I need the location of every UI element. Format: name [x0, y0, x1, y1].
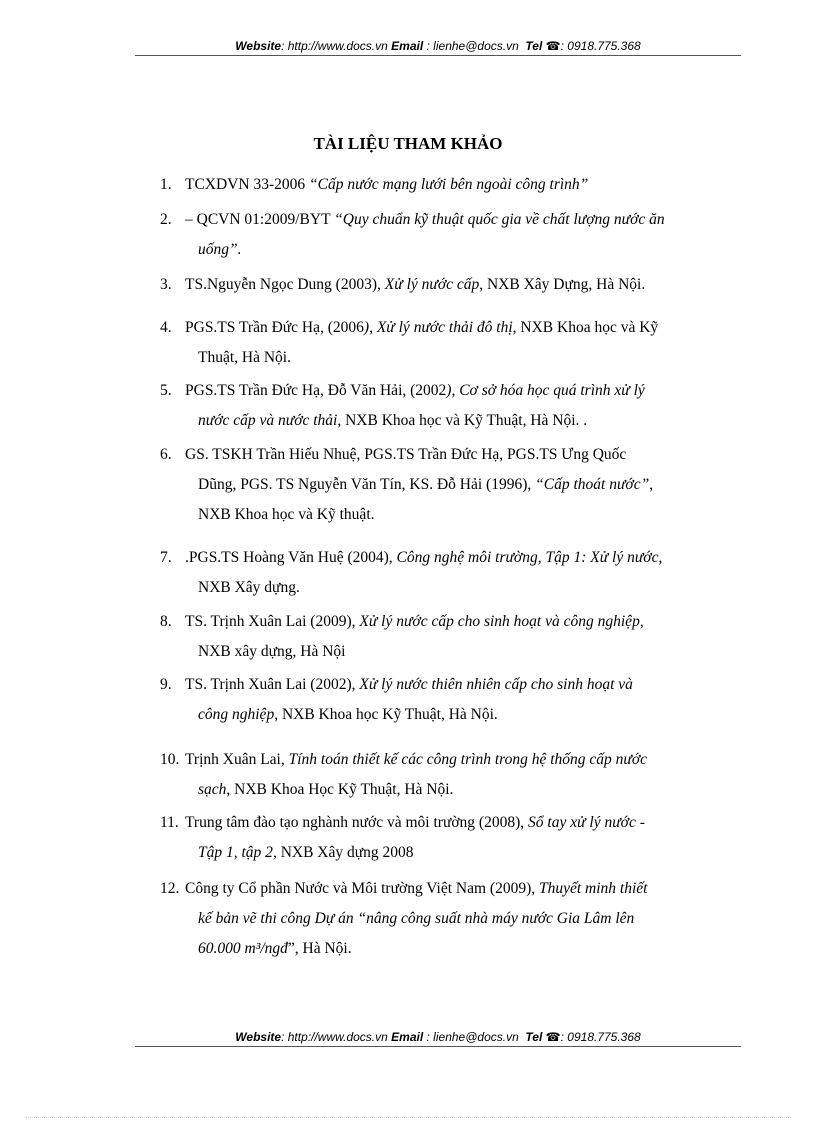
reference-item — [160, 543, 740, 603]
reference-segment: , NXB Khoa học Kỹ Thuật, Hà Nội. — [274, 706, 498, 723]
reference-segment: , — [649, 476, 654, 493]
reference-italic-segment: Tính toán thiết kế các công trình trong hệ thống cấp nước — [288, 751, 648, 768]
reference-segment: TS.Nguyễn Ngọc Dung (2003), — [185, 276, 385, 293]
reference-segment: NXB Xây dựng. — [198, 579, 300, 596]
reference-item — [160, 745, 740, 805]
reference-text — [160, 670, 740, 730]
reference-number: 6. — [160, 446, 172, 463]
page-header — [135, 38, 741, 54]
reference-line — [185, 470, 740, 500]
reference-italic-segment: Xử lý nước thiên nhiên cấp cho sinh hoạt và — [359, 676, 633, 693]
reference-italic-segment: Xử lý nước cấp — [384, 276, 480, 293]
reference-number: 1. — [160, 176, 172, 193]
reference-line — [185, 406, 740, 436]
footer-tel-label: Tel — [525, 1030, 543, 1044]
reference-segment: Công ty Cổ phần Nước và Môi trường Việt Nam (2009), — [185, 880, 539, 897]
reference-number: 3. — [160, 276, 172, 293]
reference-italic-segment: công nghiệp — [198, 706, 275, 723]
reference-italic-segment: kế bản vẽ thi công Dự án “nâng công suất nhà máy nước Gia Lâm lên — [198, 910, 635, 927]
reference-text — [160, 543, 740, 603]
reference-text — [160, 376, 740, 436]
reference-segment: , NXB Xây dựng 2008 — [272, 844, 414, 861]
reference-item — [160, 270, 740, 300]
reference-italic-segment: “Quy chuẩn kỹ thuật quốc gia về chất lượng nước ăn — [334, 211, 665, 228]
reference-line — [185, 637, 740, 667]
reference-text — [160, 607, 740, 667]
reference-number: 10. — [160, 751, 180, 768]
page-bottom-border — [25, 1117, 791, 1118]
reference-segment: , NXB Xây Dựng, Hà Nội. — [479, 276, 646, 293]
reference-italic-segment: Công nghệ môi trường, Tập 1: Xử lý nước, — [396, 549, 663, 566]
reference-segment: Thuật, Hà Nội. — [198, 349, 291, 366]
reference-text — [160, 313, 740, 373]
reference-number: 11. — [160, 814, 179, 831]
reference-segment: TCXDVN 33-2006 — [185, 176, 309, 193]
reference-number: 2. — [160, 211, 172, 228]
reference-line — [185, 670, 740, 700]
reference-segment: Dũng, PGS. TS Nguyễn Văn Tín, KS. Đỗ Hải (1996), — [198, 476, 536, 493]
reference-item — [160, 874, 740, 964]
reference-segment: TS. Trịnh Xuân Lai (2002), — [185, 676, 360, 693]
reference-line — [185, 205, 740, 235]
reference-segment: Trịnh Xuân Lai, — [185, 751, 289, 768]
reference-item — [160, 808, 740, 868]
reference-segment: NXB Khoa học và Kỹ thuật. — [198, 506, 375, 523]
reference-line — [185, 700, 740, 730]
reference-item — [160, 670, 740, 730]
reference-text — [160, 874, 740, 964]
reference-italic-segment: nước cấp và nước thải, — [198, 412, 342, 429]
reference-line — [185, 500, 740, 530]
reference-item — [160, 440, 740, 530]
reference-line — [185, 904, 740, 934]
header-tel-label: Tel — [525, 39, 543, 53]
reference-segment: ”, Hà Nội. — [287, 940, 352, 957]
reference-line — [185, 543, 740, 573]
reference-segment: PGS.TS Trần Đức Hạ, Đỗ Văn Hải, (2002 — [185, 382, 447, 399]
reference-line — [185, 573, 740, 603]
reference-italic-segment: uống”. — [198, 241, 242, 258]
reference-line — [185, 376, 740, 406]
footer-website-value: : http://www.docs.vn — [281, 1030, 388, 1044]
reference-segment: .PGS.TS Hoàng Văn Huệ (2004), — [185, 549, 397, 566]
header-rule — [135, 55, 741, 56]
reference-line — [185, 775, 740, 805]
reference-text — [160, 440, 740, 530]
reference-text — [160, 808, 740, 868]
footer-website-label: Website — [235, 1030, 282, 1044]
reference-italic-segment: Tập 1, tập 2 — [198, 844, 273, 861]
reference-line — [185, 934, 740, 964]
reference-segment: PGS.TS Trần Đức Hạ, (2006 — [185, 319, 364, 336]
reference-italic-segment: Sổ tay xử lý nước - — [528, 814, 645, 831]
reference-item — [160, 313, 740, 373]
reference-number: 12. — [160, 880, 180, 897]
reference-italic-segment: ), Cơ sở hóa học quá trình xử lý — [446, 382, 645, 399]
reference-segment: NXB Khoa học và Kỹ Thuật, Hà Nội. . — [341, 412, 588, 429]
footer-email-value: : lienhe@docs.vn — [426, 1030, 519, 1044]
reference-line — [185, 607, 740, 637]
reference-line — [185, 270, 740, 300]
phone-icon: ☎ — [545, 1030, 561, 1044]
header-website-value: : http://www.docs.vn — [281, 39, 388, 53]
footer-tel-value: : 0918.775.368 — [560, 1030, 641, 1044]
reference-item — [160, 170, 740, 200]
reference-line — [185, 313, 740, 343]
reference-number: 9. — [160, 676, 172, 693]
reference-text — [160, 270, 740, 300]
reference-item — [160, 205, 740, 265]
reference-item — [160, 607, 740, 667]
reference-segment: NXB Khoa học và Kỹ — [516, 319, 659, 336]
header-website-label: Website — [235, 39, 282, 53]
reference-italic-segment: sạch — [198, 781, 227, 798]
header-email-value: : lienhe@docs.vn — [426, 39, 519, 53]
reference-line — [185, 874, 740, 904]
reference-line — [185, 170, 740, 200]
reference-line — [185, 745, 740, 775]
reference-italic-segment: Thuyết minh thiết — [539, 880, 648, 897]
reference-italic-segment: Xử lý nước cấp cho sinh hoạt và công nghiệp — [359, 613, 640, 630]
reference-number: 8. — [160, 613, 172, 630]
reference-segment: – QCVN 01:2009/BYT — [185, 211, 335, 228]
reference-segment: , NXB Khoa Học Kỹ Thuật, Hà Nội. — [226, 781, 454, 798]
reference-number: 7. — [160, 549, 172, 566]
reference-line — [185, 808, 740, 838]
reference-text — [160, 170, 740, 200]
footer-email-label: Email — [391, 1030, 424, 1044]
reference-italic-segment: “Cấp thoát nước” — [535, 476, 650, 493]
header-email-label: Email — [391, 39, 424, 53]
reference-segment: , — [639, 613, 644, 630]
page-footer — [135, 1029, 741, 1045]
reference-number: 4. — [160, 319, 172, 336]
reference-line — [185, 838, 740, 868]
reference-segment: NXB xây dựng, Hà Nội — [198, 643, 346, 660]
reference-line — [185, 235, 740, 265]
reference-line — [185, 440, 740, 470]
phone-icon: ☎ — [545, 39, 561, 53]
reference-segment: Trung tâm đào tạo nghành nước và môi trường (2008), — [185, 814, 529, 831]
reference-number: 5. — [160, 382, 172, 399]
reference-italic-segment: 60.000 m³/ngđ — [198, 940, 288, 957]
reference-item — [160, 376, 740, 436]
reference-segment: GS. TSKH Trần Hiếu Nhuệ, PGS.TS Trần Đức Hạ, PGS.TS Ưng Quốc — [185, 446, 627, 463]
reference-text — [160, 205, 740, 265]
reference-line — [185, 343, 740, 373]
reference-italic-segment: ), Xử lý nước thải đô thị, — [363, 319, 517, 336]
header-tel-value: : 0918.775.368 — [560, 39, 641, 53]
reference-segment: TS. Trịnh Xuân Lai (2009), — [185, 613, 360, 630]
footer-rule — [135, 1046, 741, 1047]
reference-text — [160, 745, 740, 805]
reference-italic-segment: “Cấp nước mạng lưới bên ngoài công trình” — [309, 176, 589, 193]
page-title: TÀI LIỆU THAM KHẢO — [313, 134, 503, 153]
